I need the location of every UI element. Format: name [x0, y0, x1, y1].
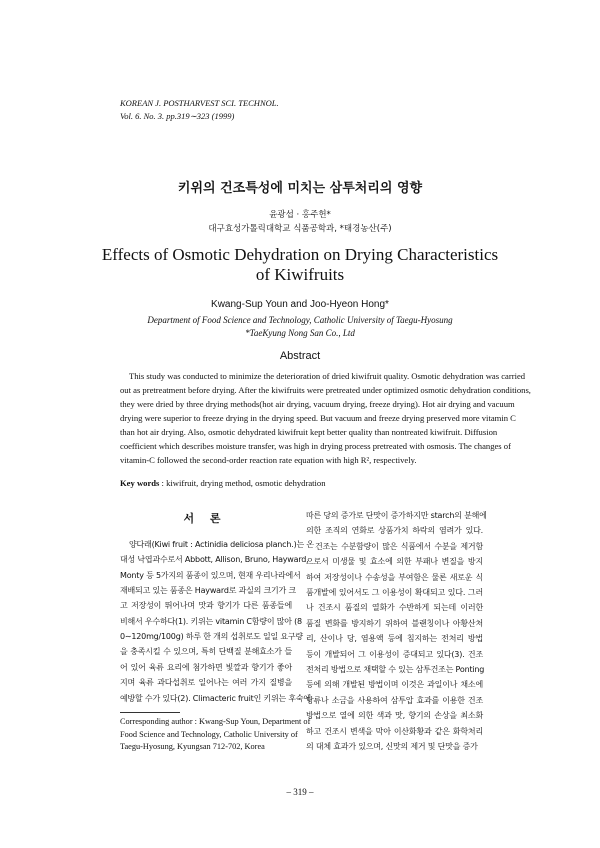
- section-title-introduction: 서 론: [183, 512, 227, 525]
- text-line: 품개발에 있어서도 그 이용성이 확대되고 있다. 그러: [306, 588, 483, 597]
- text-line: 리, 산이나 당, 염용액 등에 침지하는 전처리 방법: [306, 634, 483, 644]
- text-line: they were dried by three drying methods(hot air drying, vacuum drying, freeze drying). Hot air drying and vacuum: [120, 399, 515, 409]
- text-line: 지며 육류 과다섭취로 일어나는 여러 가지 질병을: [120, 678, 292, 688]
- text-line: 양다래(Kiwi fruit : Actinidia deliciosa planch.)는 온: [129, 540, 314, 549]
- text-line: 품질 변화를 방지하기 위하여 블랜칭이나 아황산처: [306, 618, 483, 628]
- text-line: 비해서 우수하다(1). 키위는 vitamin C함량이 많아 (8: [120, 616, 302, 626]
- english-title-line-1: Effects of Osmotic Dehydration on Drying Characteristics: [101, 245, 499, 264]
- text-line: 을 충족시킬 수 있으며, 특히 단백질 분해효소가 들: [120, 647, 292, 657]
- korean-title: 키위의 건조특성에 미치는 삼투처리의 영향: [177, 181, 423, 196]
- text-line: 따른 당의 증가로 단맛이 증가하지만 starch의 분해에: [306, 511, 487, 520]
- text-line: 등에 의해 개발된 방법이며 이것은 과일이나 채소에: [306, 680, 483, 690]
- text-line: 의 대체 효과가 있으며, 신맛의 제거 및 단맛을 증가: [306, 742, 478, 751]
- text-line: 전처리 방법으로 채택할 수 있는 삼투건조는 Ponting: [306, 665, 485, 674]
- keywords-text: : kiwifruit, drying method, osmotic dehydration: [159, 478, 326, 488]
- company: *TaeKyung Nong San Co., Ltd: [245, 328, 355, 338]
- journal-volume: Vol. 6. No. 3. pp.319∼323 (1999): [120, 111, 235, 121]
- korean-affiliation: 대구효성가톨릭대학교 식품공학과, *태경농산(주): [208, 224, 392, 234]
- text-line: drying were superior to freeze drying in the drying speed. But vacuum and freeze drying preserved more vitamin C: [120, 413, 516, 423]
- text-line: vitamin-C followed the second-order reaction rate equation with high R², respectively.: [120, 455, 417, 465]
- english-authors: Kwang-Sup Youn and Joo-Hyeon Hong*: [211, 299, 389, 310]
- text-line: 등이 개발되어 그 이용성이 증대되고 있다(3). 건조: [306, 649, 483, 659]
- text-line: 대성 낙엽과수로서 Abbott, Allison, Bruno, Hayward,: [120, 555, 309, 565]
- text-line: 하여 저장성이나 수송성을 부여함은 물론 새로운 식: [306, 572, 483, 582]
- keywords-label: Key words: [120, 478, 160, 488]
- department: Department of Food Science and Technology, Catholic University of Taegu-Hyosung: [147, 315, 453, 325]
- text-line: Taegu-Hyosung, Kyungsan 712-702, Korea: [120, 742, 265, 751]
- text-line: 0∼120mg/100g) 하루 한 개의 섭취로도 일일 요구량: [120, 632, 303, 642]
- text-line: out as pretreatment before drying. After the kiwifruits were pretreated under optimized osmotic dehydration conditions,: [120, 385, 531, 395]
- text-line: 예방할 수가 있다(2). Climacteric fruit인 키위는 후숙에: [120, 693, 311, 703]
- text-line: 당류나 소금을 사용하여 삼투압 효과를 이용한 건조: [306, 695, 483, 705]
- text-line: 재배되고 있는 품종은 Hayward로 과실의 크기가 크: [120, 586, 296, 596]
- english-title-line-2: of Kiwifruits: [255, 265, 345, 284]
- footnote-rule: [120, 712, 180, 713]
- journal-name: KOREAN J. POSTHARVEST SCI. TECHNOL.: [120, 98, 279, 108]
- text-line: 나 건조시 품질의 열화가 수반하게 되는데 이러한: [306, 603, 483, 613]
- page-number: – 319 –: [286, 787, 314, 797]
- text-line: 의한 조직의 연화로 상품가치 하락의 염려가 있다.: [306, 526, 483, 536]
- text-line: 으로서 미생물 및 효소에 의한 부패나 변질을 방지: [306, 557, 483, 567]
- text-line: This study was conducted to minimize the deterioration of dried kiwifruit quality. Osmotic dehydration was carried: [129, 371, 526, 381]
- text-line: 건조는 수분함량이 많은 식품에서 수분을 제거함: [315, 541, 483, 551]
- text-line: coefficient which describes moisture transfer, was high in drying process pretreated with osmosis. The changes of: [120, 441, 511, 451]
- text-line: Corresponding author : Kwang-Sup Youn, Department of: [120, 717, 311, 726]
- text-line: Monty 등 5가지의 품종이 있으며, 현재 우리나라에서: [120, 570, 301, 580]
- text-line: than hot air drying. Also, osmotic dehydrated kiwifruit kept better quality than nontreated kiwifruit. Diffusion: [120, 427, 498, 437]
- text-line: 하고 건조시 변색을 막아 이산화황과 같은 화학처리: [306, 726, 483, 736]
- text-line: 고 저장성이 뛰어나며 맛과 향기가 다른 품종들에: [120, 601, 292, 611]
- korean-authors: 윤광섭 · 홍주헌*: [269, 210, 331, 220]
- text-line: 방법으로 열에 의한 색과 맛, 향기의 손상을 최소화: [306, 711, 483, 721]
- text-line: Food Science and Technology, Catholic University of: [120, 729, 298, 739]
- keywords: [120, 477, 326, 489]
- text-line: 어 있어 육류 요리에 첨가하면 빛깔과 향기가 좋아: [120, 662, 292, 672]
- abstract-heading: Abstract: [279, 350, 321, 362]
